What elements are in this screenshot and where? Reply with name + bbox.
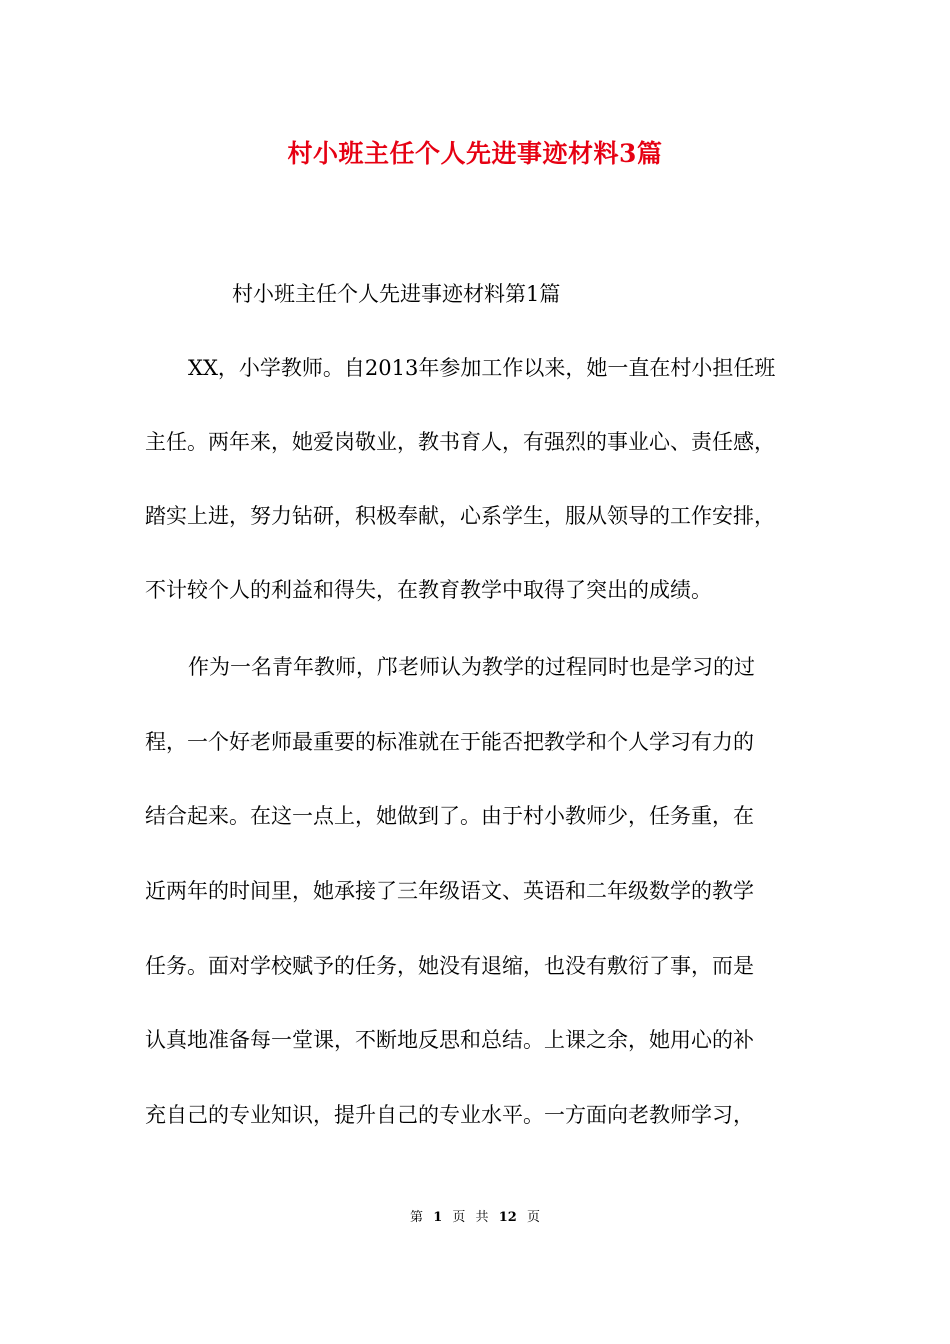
footer-total-unit: 页 bbox=[526, 1210, 540, 1225]
paragraph-line: 认真地准备每一堂课，不断地反思和总结。上课之余，她用心的补 bbox=[145, 1028, 754, 1052]
paragraph-line: 不计较个人的利益和得失，在教育教学中取得了突出的成绩。 bbox=[145, 578, 712, 602]
paragraph-line: 充自己的专业知识，提升自己的专业水平。一方面向老教师学习， bbox=[145, 1103, 754, 1127]
paragraph-line: 踏实上进，努力钻研，积极奉献，心系学生，服从领导的工作安排， bbox=[145, 504, 775, 528]
paragraph-line: 近两年的时间里，她承接了三年级语文、英语和二年级数学的教学 bbox=[145, 879, 754, 903]
footer-prefix: 第 bbox=[410, 1210, 424, 1225]
current-page-number: 1 bbox=[433, 1210, 443, 1225]
page-footer bbox=[0, 1208, 950, 1228]
paragraph-line: 作为一名青年教师，邝老师认为教学的过程同时也是学习的过 bbox=[188, 655, 755, 679]
footer-total-prefix: 共 bbox=[475, 1210, 489, 1225]
paragraph-line: 程，一个好老师最重要的标准就在于能否把教学和个人学习有力的 bbox=[145, 730, 754, 754]
document-title: 村小班主任个人先进事迹材料3篇 bbox=[287, 139, 663, 168]
paragraph-line: XX，小学教师。自2013年参加工作以来，她一直在村小担任班 bbox=[188, 356, 776, 380]
footer-page-unit: 页 bbox=[452, 1210, 466, 1225]
section-title: 村小班主任个人先进事迹材料第1篇 bbox=[232, 282, 561, 306]
total-pages-number: 12 bbox=[498, 1210, 517, 1225]
paragraph-line: 任务。面对学校赋予的任务，她没有退缩，也没有敷衍了事，而是 bbox=[145, 954, 754, 978]
paragraph-line: 结合起来。在这一点上，她做到了。由于村小教师少，任务重，在 bbox=[145, 804, 754, 828]
paragraph-line: 主任。两年来，她爱岗敬业，教书育人，有强烈的事业心、责任感， bbox=[145, 430, 775, 454]
